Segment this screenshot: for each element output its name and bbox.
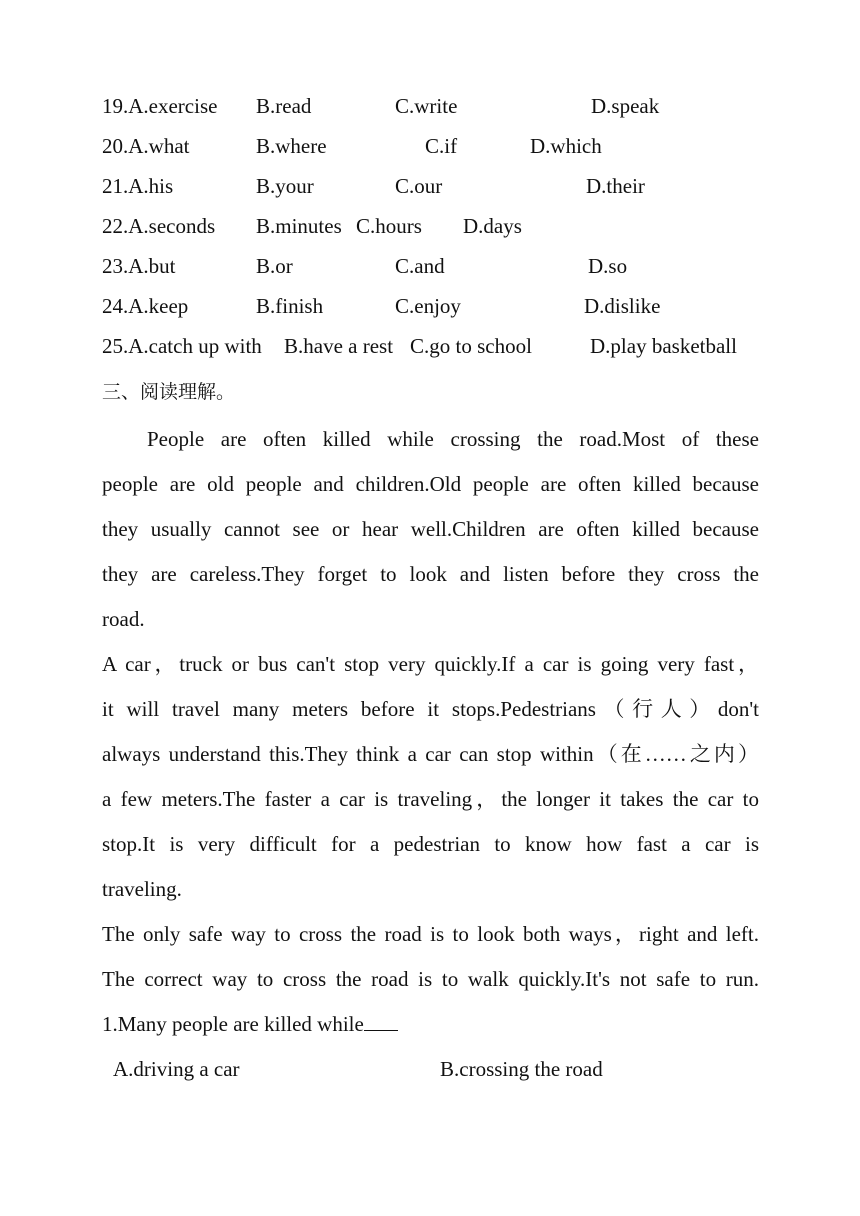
option-c: C.hours <box>356 214 422 238</box>
option-row-20 <box>102 136 190 157</box>
question-number: 22. <box>102 214 129 238</box>
option-b: B.or <box>256 254 293 278</box>
passage-line: A car，truck or bus can't stop very quickly.If a car is going very fast， <box>102 652 759 676</box>
option-d: D.their <box>586 174 645 198</box>
option-a: A.seconds <box>128 214 216 238</box>
question-number: 20. <box>102 134 129 158</box>
question-number: 19. <box>102 94 129 118</box>
question-number: 21. <box>102 174 129 198</box>
option-a: A.what <box>128 134 190 158</box>
option-c: C.go to school <box>410 334 532 358</box>
option-row-25 <box>102 336 262 357</box>
option-b: B.minutes <box>256 214 342 238</box>
question-number: 25. <box>102 334 129 358</box>
option-d: D.speak <box>591 94 660 118</box>
option-row-21 <box>102 176 173 197</box>
passage-line: traveling. <box>102 877 182 901</box>
passage-line: road. <box>102 607 145 631</box>
option-a: A.keep <box>128 294 189 318</box>
option-c: C.write <box>395 94 458 118</box>
option-d: D.days <box>463 214 522 238</box>
question-number: 23. <box>102 254 129 278</box>
question-number: 24. <box>102 294 129 318</box>
option-c: C.and <box>395 254 445 278</box>
passage-line: they are careless.They forget to look and listen before they cross the <box>102 562 759 586</box>
passage-line: stop.It is very difficult for a pedestrian to know how fast a car is <box>102 832 759 856</box>
option-c: C.enjoy <box>395 294 461 318</box>
question-1-option-b: B.crossing the road <box>440 1057 603 1081</box>
option-b: B.have a rest <box>284 334 394 358</box>
option-row-24 <box>102 296 188 317</box>
option-a: A.but <box>128 254 176 278</box>
option-a: A.exercise <box>128 94 218 118</box>
option-a: A.his <box>128 174 174 198</box>
passage-line: a few meters.The faster a car is traveling，the longer it takes the car to <box>102 787 759 811</box>
question-1-text: 1.Many people are killed while <box>102 1012 364 1036</box>
passage-line: they usually cannot see or hear well.Children are often killed because <box>102 517 759 541</box>
question-1-stem <box>102 1014 398 1035</box>
passage-line: The only safe way to cross the road is to look both ways，right and left. <box>102 922 759 946</box>
option-row-22 <box>102 216 215 237</box>
option-b: B.where <box>256 134 327 158</box>
passage-line: People are often killed while crossing the road.Most of these <box>147 427 759 451</box>
question-1-option-a: A.driving a car <box>113 1057 240 1081</box>
answer-blank <box>364 1028 398 1031</box>
option-b: B.finish <box>256 294 324 318</box>
passage-line: it will travel many meters before it stops.Pedestrians（行人）don't <box>102 697 759 721</box>
option-b: B.read <box>256 94 312 118</box>
passage-line: The correct way to cross the road is to walk quickly.It's not safe to run. <box>102 967 759 991</box>
option-d: D.dislike <box>584 294 661 318</box>
option-c: C.if <box>425 134 458 158</box>
option-d: D.so <box>588 254 628 278</box>
option-d: D.which <box>530 134 602 158</box>
option-row-23 <box>102 256 176 277</box>
section-heading: 三、阅读理解。 <box>102 381 236 403</box>
option-d: D.play basketball <box>590 334 737 358</box>
option-c: C.our <box>395 174 443 198</box>
passage-line: always understand this.They think a car can stop within（在……之内） <box>102 742 759 766</box>
option-b: B.your <box>256 174 314 198</box>
passage-line: people are old people and children.Old people are often killed because <box>102 472 759 496</box>
option-a: A.catch up with <box>128 334 262 358</box>
option-row-19 <box>102 96 217 117</box>
